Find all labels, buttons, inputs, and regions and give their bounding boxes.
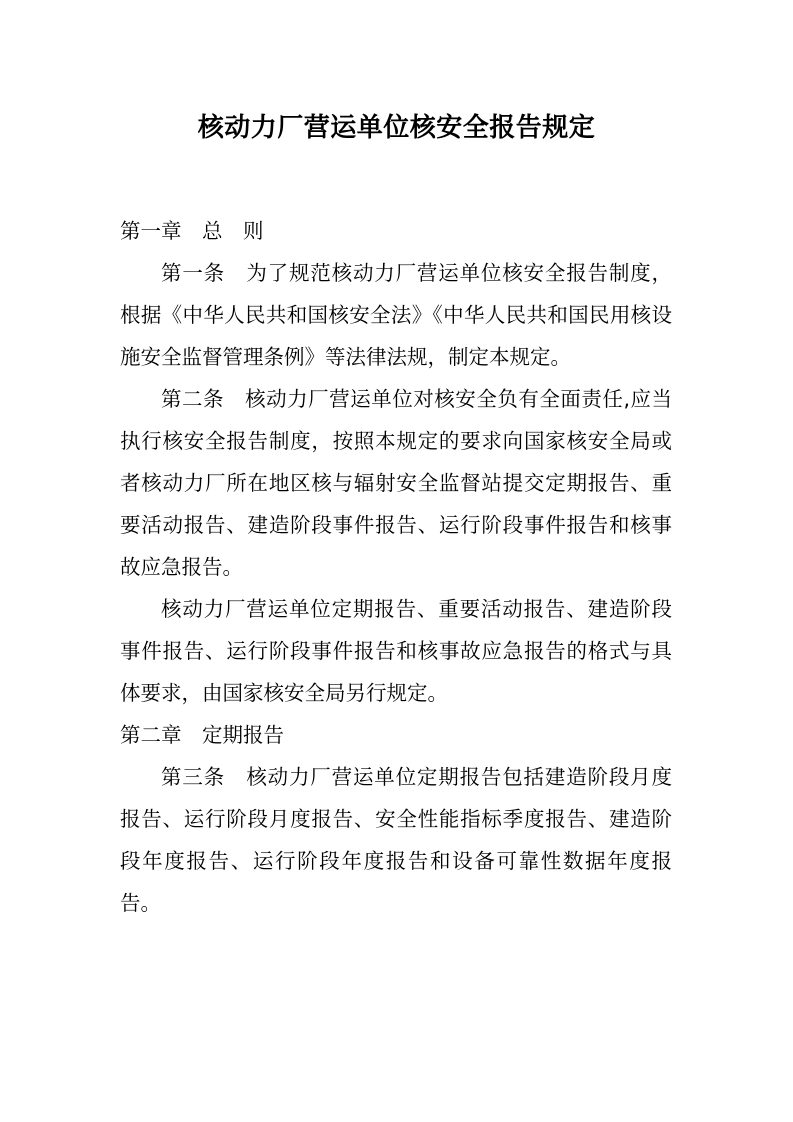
document-body [120,210,672,924]
document-title: 核动力厂营运单位核安全报告规定 [197,113,596,143]
article-number: 第一条 [161,261,247,285]
article-paragraph [120,252,672,378]
chapter-heading: 第一章 总 则 [120,219,264,243]
article-paragraph [120,378,672,588]
chapter-heading: 第二章 定期报告 [120,723,284,747]
article-text: 为了规范核动力厂营运单位核安全报告制度，根据《中华人民共和国核安全法》《中华人民共和国民用核设施安全监督管理条例》等法律法规，制定本规定。 [120,261,673,369]
article-text: 核动力厂营运单位定期报告包括建造阶段月度报告、运行阶段月度报告、安全性能指标季度报告、建造阶段年度报告、运行阶段年度报告和设备可靠性数据年度报告。 [120,765,673,915]
article-number: 第二条 [161,387,246,411]
article-text: 核动力厂营运单位对核安全负有全面责任,应当执行核安全报告制度，按照本规定的要求向国家核安全局或者核动力厂所在地区核与辐射安全监督站提交定期报告、重要活动报告、建造阶段事件报告、运行阶段事件报告和核事故应急报告。 [120,387,673,579]
body-paragraph: 核动力厂营运单位定期报告、重要活动报告、建造阶段事件报告、运行阶段事件报告和核事故应急报告的格式与具体要求，由国家核安全局另行规定。 [120,597,672,705]
article-number: 第三条 [161,765,247,789]
article-paragraph [120,756,672,924]
